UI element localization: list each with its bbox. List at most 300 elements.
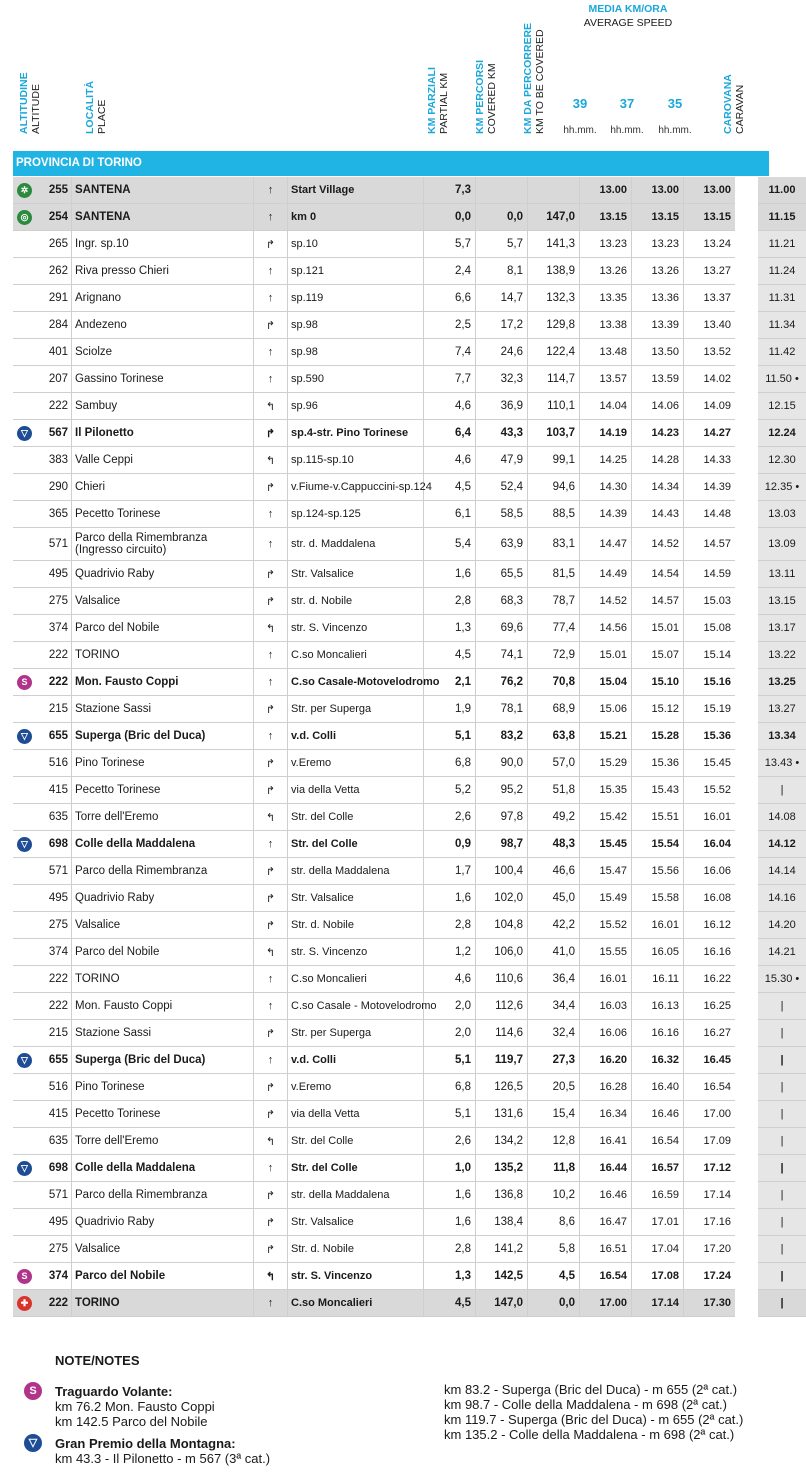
time-37-cell: 16.05	[632, 939, 684, 966]
row-marker	[13, 669, 36, 696]
time-39-cell: 15.06	[580, 696, 632, 723]
covered-km-cell: 126,5	[476, 1074, 528, 1101]
spacer	[735, 669, 758, 696]
spacer	[735, 1290, 758, 1317]
altitude-cell: 275	[36, 588, 72, 615]
km-to-cover-cell: 103,7	[528, 420, 580, 447]
km-to-cover-cell	[528, 177, 580, 204]
caravan-cell: |	[758, 1236, 806, 1263]
altitude-cell: 415	[36, 777, 72, 804]
partial-km-cell: 1,3	[424, 615, 476, 642]
km-to-cover-cell: 114,7	[528, 366, 580, 393]
place-cell: Mon. Fausto Coppi	[72, 993, 254, 1020]
caravan-cell: |	[758, 1074, 806, 1101]
partial-km-cell: 2,8	[424, 588, 476, 615]
place-cell: Sciolze	[72, 339, 254, 366]
road-cell: str. della Maddalena	[288, 1182, 424, 1209]
altitude-cell: 495	[36, 885, 72, 912]
time-39-cell: 13.15	[580, 204, 632, 231]
altitude-cell: 415	[36, 1101, 72, 1128]
place-cell: Parco del Nobile	[72, 1263, 254, 1290]
caravan-cell: |	[758, 993, 806, 1020]
partial-km-cell: 1,6	[424, 885, 476, 912]
km-to-cover-cell: 12,8	[528, 1128, 580, 1155]
time-39-cell: 14.47	[580, 528, 632, 561]
covered-km-cell: 58,5	[476, 501, 528, 528]
spacer	[735, 312, 758, 339]
table-row	[13, 1182, 806, 1209]
partial-km-cell: 4,5	[424, 642, 476, 669]
table-row	[13, 1047, 806, 1074]
place-cell: Torre dell'Eremo	[72, 804, 254, 831]
partial-km-cell: 1,6	[424, 1209, 476, 1236]
row-marker	[13, 258, 36, 285]
caravan-cell: 12.35 •	[758, 474, 806, 501]
table-row	[13, 561, 806, 588]
spacer	[735, 231, 758, 258]
caravan-cell: 13.22	[758, 642, 806, 669]
time-35-cell: 16.22	[684, 966, 736, 993]
altitude-cell: 275	[36, 1236, 72, 1263]
covered-km-cell: 0,0	[476, 204, 528, 231]
place-cell: Valsalice	[72, 912, 254, 939]
direction-cell: ↑	[254, 993, 288, 1020]
time-37-cell: 14.57	[632, 588, 684, 615]
time-37-cell: 16.16	[632, 1020, 684, 1047]
time-35-cell: 16.12	[684, 912, 736, 939]
km-to-cover-cell: 0,0	[528, 1290, 580, 1317]
altitude-cell: 265	[36, 231, 72, 258]
table-row	[13, 1209, 806, 1236]
place-cell: Parco del Nobile	[72, 939, 254, 966]
partial-km-cell: 2,5	[424, 312, 476, 339]
caravan-cell: |	[758, 1020, 806, 1047]
partial-km-cell: 6,1	[424, 501, 476, 528]
km-to-cover-cell: 72,9	[528, 642, 580, 669]
km-to-cover-cell: 8,6	[528, 1209, 580, 1236]
covered-km-cell: 138,4	[476, 1209, 528, 1236]
altitude-cell: 374	[36, 1263, 72, 1290]
direction-cell: ↱	[254, 1209, 288, 1236]
road-cell: Str. per Superga	[288, 1020, 424, 1047]
spacer	[735, 642, 758, 669]
caravan-cell: 11.00	[758, 177, 806, 204]
road-cell: Str. d. Nobile	[288, 912, 424, 939]
time-39-cell: 16.46	[580, 1182, 632, 1209]
place-cell: Quadrivio Raby	[72, 885, 254, 912]
altitude-cell: 571	[36, 858, 72, 885]
table-row	[13, 501, 806, 528]
time-35-cell: 16.25	[684, 993, 736, 1020]
km-to-cover-cell: 49,2	[528, 804, 580, 831]
table-row	[13, 885, 806, 912]
km-to-cover-cell: 110,1	[528, 393, 580, 420]
table-row	[13, 1128, 806, 1155]
row-marker	[13, 1047, 36, 1074]
covered-km-cell: 63,9	[476, 528, 528, 561]
time-35-cell: 17.30	[684, 1290, 736, 1317]
direction-cell: ↑	[254, 339, 288, 366]
sprint-line: km 142.5 Parco del Nobile	[55, 1414, 208, 1429]
caravan-cell: 14.20	[758, 912, 806, 939]
direction-cell: ↑	[254, 642, 288, 669]
time-39-cell: 13.38	[580, 312, 632, 339]
time-37-cell: 13.15	[632, 204, 684, 231]
spacer	[735, 723, 758, 750]
direction-cell: ↑	[254, 1155, 288, 1182]
spacer	[735, 615, 758, 642]
covered-km-cell: 8,1	[476, 258, 528, 285]
road-cell: sp.10	[288, 231, 424, 258]
start-icon: ✲	[17, 183, 32, 198]
place-cell: Valsalice	[72, 1236, 254, 1263]
covered-km-cell: 147,0	[476, 1290, 528, 1317]
spacer	[735, 831, 758, 858]
row-marker	[13, 528, 36, 561]
time-35-cell: 16.06	[684, 858, 736, 885]
spacer	[735, 1236, 758, 1263]
time-35-cell: 16.45	[684, 1047, 736, 1074]
time-39-cell: 14.19	[580, 420, 632, 447]
place-cell: Arignano	[72, 285, 254, 312]
road-cell: C.so Casale-Motovelodromo	[288, 669, 424, 696]
table-row	[13, 912, 806, 939]
partial-km-cell: 1,6	[424, 561, 476, 588]
partial-km-cell: 1,3	[424, 1263, 476, 1290]
time-37-cell: 13.23	[632, 231, 684, 258]
place-cell: Pecetto Torinese	[72, 501, 254, 528]
row-marker	[13, 885, 36, 912]
time-39-cell: 16.34	[580, 1101, 632, 1128]
table-header	[0, 0, 780, 150]
time-35-cell: 13.40	[684, 312, 736, 339]
partial-km-cell: 5,4	[424, 528, 476, 561]
covered-km-cell: 119,7	[476, 1047, 528, 1074]
road-cell: Start Village	[288, 177, 424, 204]
km-to-cover-cell: 138,9	[528, 258, 580, 285]
row-marker	[13, 393, 36, 420]
km-to-cover-cell: 83,1	[528, 528, 580, 561]
place-cell: Stazione Sassi	[72, 1020, 254, 1047]
time-37-cell: 17.08	[632, 1263, 684, 1290]
caravan-cell: 11.42	[758, 339, 806, 366]
covered-km-cell: 100,4	[476, 858, 528, 885]
partial-km-cell: 1,7	[424, 858, 476, 885]
altitude-cell: 222	[36, 1290, 72, 1317]
speed-39: 39	[572, 96, 588, 111]
caravan-cell: 11.15	[758, 204, 806, 231]
caravan-cell: 13.11	[758, 561, 806, 588]
time-37-cell: 15.36	[632, 750, 684, 777]
km-to-cover-cell: 20,5	[528, 1074, 580, 1101]
covered-km-cell: 134,2	[476, 1128, 528, 1155]
km-to-cover-cell: 99,1	[528, 447, 580, 474]
altitude-cell: 635	[36, 804, 72, 831]
table-row	[13, 447, 806, 474]
direction-cell: ↑	[254, 723, 288, 750]
time-37-cell: 13.00	[632, 177, 684, 204]
km-to-cover-cell: 48,3	[528, 831, 580, 858]
time-37-cell: 16.11	[632, 966, 684, 993]
km-to-cover-cell: 5,8	[528, 1236, 580, 1263]
altitude-cell: 290	[36, 474, 72, 501]
covered-km-cell: 141,2	[476, 1236, 528, 1263]
altitude-cell: 516	[36, 1074, 72, 1101]
table-row	[13, 993, 806, 1020]
direction-cell: ↑	[254, 831, 288, 858]
caravan-cell: 13.25	[758, 669, 806, 696]
altitude-header: ALTITUDINE ALTITUDE	[18, 72, 42, 134]
km-to-cover-cell: 70,8	[528, 669, 580, 696]
spacer	[735, 366, 758, 393]
place-cell: Pino Torinese	[72, 750, 254, 777]
direction-cell: ↑	[254, 1047, 288, 1074]
altitude-cell: 571	[36, 528, 72, 561]
sprint-title: Traguardo Volante:	[55, 1384, 173, 1399]
table-row	[13, 177, 806, 204]
road-cell: sp.96	[288, 393, 424, 420]
row-marker	[13, 231, 36, 258]
covered-km-cell: 24,6	[476, 339, 528, 366]
time-39-cell: 14.25	[580, 447, 632, 474]
place-cell: Parco della Rimembranza	[72, 1182, 254, 1209]
km-zero-icon: ◎	[17, 210, 32, 225]
road-cell: Str. Valsalice	[288, 885, 424, 912]
time-35-cell: 16.04	[684, 831, 736, 858]
altitude-cell: 567	[36, 420, 72, 447]
table-row	[13, 420, 806, 447]
time-35-cell: 13.15	[684, 204, 736, 231]
direction-cell: ↰	[254, 447, 288, 474]
table-row	[13, 831, 806, 858]
partial-km-cell: 2,6	[424, 804, 476, 831]
time-37-cell: 15.28	[632, 723, 684, 750]
time-35-cell: 13.00	[684, 177, 736, 204]
direction-cell: ↑	[254, 204, 288, 231]
row-marker	[13, 966, 36, 993]
sprint-icon: S	[17, 1269, 32, 1284]
finish-icon: ✚	[17, 1296, 32, 1311]
partial-km-cell: 5,1	[424, 723, 476, 750]
table-row	[13, 858, 806, 885]
partial-km-cell: 2,4	[424, 258, 476, 285]
time-39-cell: 16.28	[580, 1074, 632, 1101]
altitude-cell: 255	[36, 177, 72, 204]
spacer	[735, 993, 758, 1020]
time-35-cell: 14.48	[684, 501, 736, 528]
direction-cell: ↱	[254, 420, 288, 447]
time-37-cell: 17.14	[632, 1290, 684, 1317]
time-35-cell: 15.14	[684, 642, 736, 669]
caravan-header: CAROVANA CARAVAN	[722, 74, 746, 134]
partial-km-cell: 7,7	[424, 366, 476, 393]
covered-km-cell: 68,3	[476, 588, 528, 615]
covered-km-cell: 43,3	[476, 420, 528, 447]
altitude-cell: 215	[36, 696, 72, 723]
table-row	[13, 366, 806, 393]
place-cell: Colle della Maddalena	[72, 831, 254, 858]
covered-km-cell: 95,2	[476, 777, 528, 804]
climb-line: km 43.3 - Il Pilonetto - m 567 (3ª cat.)	[55, 1451, 271, 1466]
time-39-cell: 16.54	[580, 1263, 632, 1290]
province-banner: PROVINCIA DI TORINO	[13, 151, 769, 176]
caravan-cell: 11.34	[758, 312, 806, 339]
place-cell: Riva presso Chieri	[72, 258, 254, 285]
direction-cell: ↱	[254, 561, 288, 588]
direction-cell: ↑	[254, 366, 288, 393]
spacer	[735, 912, 758, 939]
road-cell: sp.98	[288, 312, 424, 339]
time-39-cell: 14.39	[580, 501, 632, 528]
partial-km-cell: 6,4	[424, 420, 476, 447]
direction-cell: ↰	[254, 615, 288, 642]
road-cell: sp.4-str. Pino Torinese	[288, 420, 424, 447]
road-cell: via della Vetta	[288, 1101, 424, 1128]
caravan-cell: 12.30	[758, 447, 806, 474]
table-row	[13, 750, 806, 777]
km-to-cover-cell: 141,3	[528, 231, 580, 258]
row-marker	[13, 1209, 36, 1236]
spacer	[735, 561, 758, 588]
km-to-cover-cell: 46,6	[528, 858, 580, 885]
km-to-cover-cell: 32,4	[528, 1020, 580, 1047]
partial-km-cell: 1,9	[424, 696, 476, 723]
caravan-cell: 13.03	[758, 501, 806, 528]
spacer	[735, 1182, 758, 1209]
road-cell: C.so Moncalieri	[288, 1290, 424, 1317]
km-to-cover-cell: 68,9	[528, 696, 580, 723]
covered-km-cell: 110,6	[476, 966, 528, 993]
climb-icon: ▽	[24, 1434, 42, 1452]
place-cell: Valle Ceppi	[72, 447, 254, 474]
spacer	[735, 858, 758, 885]
row-marker	[13, 312, 36, 339]
time-37-cell: 14.23	[632, 420, 684, 447]
road-cell: Str. del Colle	[288, 1128, 424, 1155]
table-row	[13, 723, 806, 750]
time-39-cell: 14.30	[580, 474, 632, 501]
time-35-cell: 16.16	[684, 939, 736, 966]
time-37-cell: 15.56	[632, 858, 684, 885]
place-cell: TORINO	[72, 966, 254, 993]
spacer	[735, 1101, 758, 1128]
time-39-cell: 15.47	[580, 858, 632, 885]
row-marker	[13, 1155, 36, 1182]
time-37-cell: 15.58	[632, 885, 684, 912]
altitude-cell: 571	[36, 1182, 72, 1209]
spacer	[735, 420, 758, 447]
time-37-cell: 16.46	[632, 1101, 684, 1128]
road-cell: sp.98	[288, 339, 424, 366]
time-35-cell: 13.24	[684, 231, 736, 258]
partial-km-cell: 0,9	[424, 831, 476, 858]
partial-km-cell: 1,6	[424, 1182, 476, 1209]
table-row	[13, 1155, 806, 1182]
spacer	[735, 1155, 758, 1182]
time-35-cell: 14.59	[684, 561, 736, 588]
altitude-cell: 365	[36, 501, 72, 528]
partial-km-cell: 2,0	[424, 1020, 476, 1047]
time-35-cell: 17.24	[684, 1263, 736, 1290]
time-39-cell: 16.06	[580, 1020, 632, 1047]
notes-title: NOTE/NOTES	[55, 1353, 140, 1368]
time-35-cell: 14.39	[684, 474, 736, 501]
caravan-cell: 11.31	[758, 285, 806, 312]
spacer	[735, 1074, 758, 1101]
caravan-cell: 13.27	[758, 696, 806, 723]
place-cell: TORINO	[72, 642, 254, 669]
direction-cell: ↑	[254, 285, 288, 312]
partial-km-header: KM PARZIALI PARTIAL KM	[426, 67, 450, 134]
table-row	[13, 528, 806, 561]
table-row	[13, 1290, 806, 1317]
direction-cell: ↰	[254, 1128, 288, 1155]
time-39-cell: 13.00	[580, 177, 632, 204]
place-cell: Quadrivio Raby	[72, 1209, 254, 1236]
altitude-cell: 698	[36, 831, 72, 858]
time-35-cell: 17.12	[684, 1155, 736, 1182]
time-37-cell: 15.01	[632, 615, 684, 642]
caravan-cell: 11.21	[758, 231, 806, 258]
spacer	[735, 528, 758, 561]
road-cell: Str. del Colle	[288, 804, 424, 831]
road-cell: v.d. Colli	[288, 1047, 424, 1074]
altitude-cell: 495	[36, 561, 72, 588]
time-35-cell: 13.27	[684, 258, 736, 285]
climb-icon: ▽	[17, 729, 32, 744]
row-marker	[13, 1236, 36, 1263]
table-row	[13, 312, 806, 339]
row-marker	[13, 1263, 36, 1290]
caravan-cell: 14.08	[758, 804, 806, 831]
partial-km-cell: 0,0	[424, 204, 476, 231]
table-row	[13, 1236, 806, 1263]
table-row	[13, 804, 806, 831]
road-cell: Str. del Colle	[288, 831, 424, 858]
time-35-cell: 17.09	[684, 1128, 736, 1155]
km-to-cover-cell: 34,4	[528, 993, 580, 1020]
direction-cell: ↑	[254, 258, 288, 285]
road-cell: sp.124-sp.125	[288, 501, 424, 528]
km-to-cover-cell: 51,8	[528, 777, 580, 804]
partial-km-cell: 5,7	[424, 231, 476, 258]
spacer	[735, 474, 758, 501]
caravan-cell: 14.21	[758, 939, 806, 966]
covered-km-cell: 98,7	[476, 831, 528, 858]
caravan-cell: 11.50 •	[758, 366, 806, 393]
place-header: LOCALITÀ PLACE	[84, 80, 108, 134]
spacer	[735, 885, 758, 912]
altitude-cell: 262	[36, 258, 72, 285]
altitude-cell: 222	[36, 669, 72, 696]
time-37-cell: 16.40	[632, 1074, 684, 1101]
time-37-cell: 16.01	[632, 912, 684, 939]
row-marker	[13, 366, 36, 393]
covered-km-cell: 74,1	[476, 642, 528, 669]
place-cell: Stazione Sassi	[72, 696, 254, 723]
covered-km-cell: 78,1	[476, 696, 528, 723]
km-to-cover-cell: 147,0	[528, 204, 580, 231]
row-marker	[13, 939, 36, 966]
spacer	[735, 177, 758, 204]
altitude-cell: 207	[36, 366, 72, 393]
time-37-cell: 16.13	[632, 993, 684, 1020]
road-cell: str. S. Vincenzo	[288, 1263, 424, 1290]
row-marker	[13, 858, 36, 885]
time-39-cell: 13.26	[580, 258, 632, 285]
road-cell: str. S. Vincenzo	[288, 939, 424, 966]
covered-km-cell: 83,2	[476, 723, 528, 750]
